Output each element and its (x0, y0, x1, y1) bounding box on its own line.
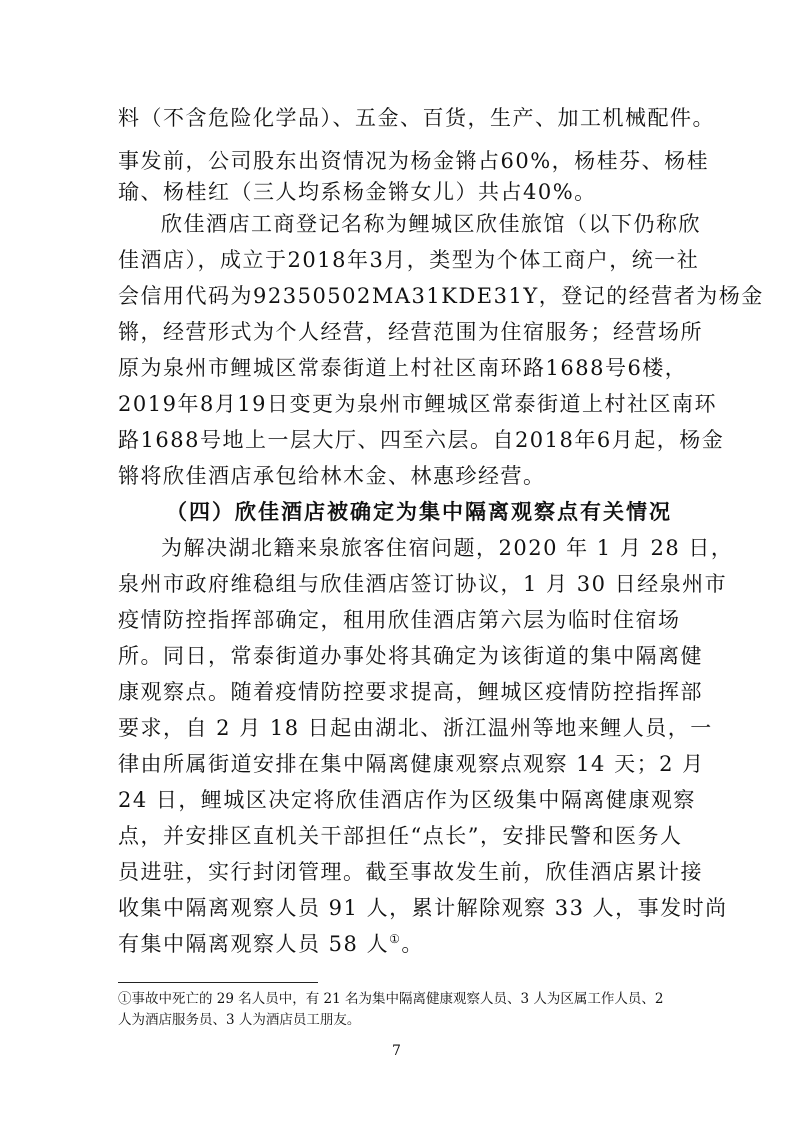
body-line: 瑜、杨桂红（三人均系杨金锵女儿）共占40%。 (118, 180, 597, 204)
body-line: 收集中隔离观察人员 91 人，累计解除观察 33 人，事发时尚 (118, 896, 728, 920)
body-line: 事发前，公司股东出资情况为杨金锵占60%，杨桂芬、杨桂 (118, 149, 710, 173)
footnote-divider (118, 982, 318, 983)
body-line: 锵，经营形式为个人经营，经营范围为住宿服务；经营场所 (118, 320, 703, 344)
body-line: 康观察点。随着疫情防控要求提高，鲤城区疫情防控指挥部 (118, 680, 703, 704)
footnote-reference[interactable]: ① (389, 932, 402, 946)
footnote-line: ①事故中死亡的 29 名人员中，有 21 名为集中隔离健康观察人员、3 人为区属工作人员、2 (118, 991, 664, 1007)
body-line: 2019年8月19日变更为泉州市鲤城区常泰街道上村社区南环 (118, 392, 718, 416)
body-line-last (118, 929, 424, 959)
body-line: 料（不含危险化学品）、五金、百货，生产、加工机械配件。 (118, 106, 715, 130)
body-line: 疫情防控指挥部确定，租用欣佳酒店第六层为临时住宿场 (118, 608, 681, 632)
body-line: 路1688号地上一层大厅、四至六层。自2018年6月起，杨金 (118, 428, 725, 452)
body-line: 要求，自 2 月 18 日起由湖北、浙江温州等地来鲤人员，一 (118, 716, 713, 740)
body-line: 24 日，鲤城区决定将欣佳酒店作为区级集中隔离健康观察 (118, 788, 696, 812)
page-number: 7 (392, 1043, 401, 1059)
body-line: 点，并安排区直机关干部担任“点长”，安排民警和医务人 (118, 824, 683, 848)
body-line: 所。同日，常泰街道办事处将其确定为该街道的集中隔离健 (118, 644, 703, 668)
full-stop: 。 (401, 932, 424, 956)
body-line: 欣佳酒店工商登记名称为鲤城区欣佳旅馆（以下仍称欣 (161, 212, 701, 236)
footnote-line: 人为酒店服务员、3 人为酒店员工朋友。 (118, 1012, 361, 1028)
body-line: 锵将欣佳酒店承包给林木金、林惠珍经营。 (118, 464, 546, 488)
body-line: 泉州市政府维稳组与欣佳酒店签订协议，1 月 30 日经泉州市 (118, 572, 728, 596)
body-line: 会信用代码为92350502MA31KDE31Y，登记的经营者为杨金 (118, 284, 764, 308)
body-line: 佳酒店），成立于2018年3月，类型为个体工商户，统一社 (118, 248, 700, 272)
section-heading: （四）欣佳酒店被确定为集中隔离观察点有关情况 (166, 499, 672, 524)
body-line: 员进驻，实行封闭管理。截至事故发生前，欣佳酒店累计接 (118, 860, 703, 884)
body-line: 律由所属街道安排在集中隔离健康观察点观察 14 天；2 月 (118, 752, 705, 776)
body-line: 为解决湖北籍来泉旅客住宿问题，2020 年 1 月 28 日， (161, 536, 734, 560)
body-line-text: 有集中隔离观察人员 58 人 (118, 932, 390, 956)
body-line: 原为泉州市鲤城区常泰街道上村社区南环路1688号6楼， (118, 356, 688, 380)
